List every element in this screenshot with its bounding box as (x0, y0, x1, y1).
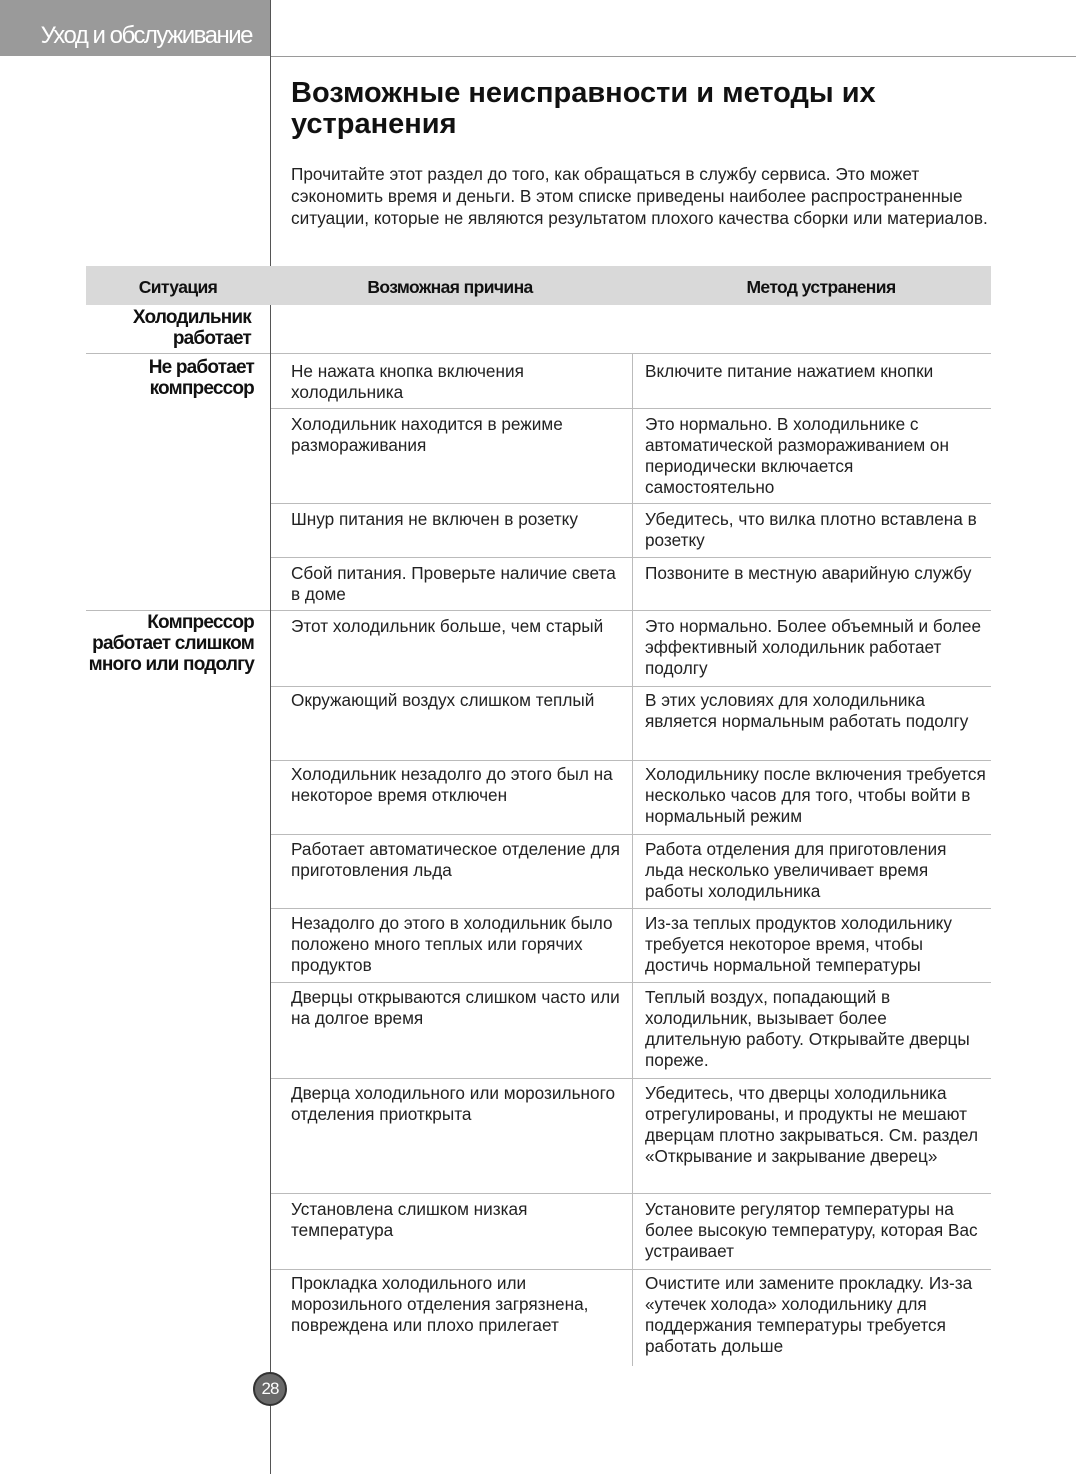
cause-cell: Шнур питания не включен в розетку (291, 509, 578, 529)
method-cell: Теплый воздух, попадающий в холодильник, вызывает более длительную работу. Открывайте дверцы пореже. (645, 987, 970, 1070)
table-header (86, 266, 991, 305)
section-title: Уход и обслуживание (40, 22, 252, 49)
row-divider (271, 686, 991, 687)
page-title: Возможные неисправности и методы их устранения (291, 77, 876, 140)
row-divider (271, 834, 991, 835)
cause-cell: Холодильник незадолго до этого был на некоторое время отключен (291, 764, 613, 805)
method-cell: Убедитесь, что дверцы холодильника отрегулированы, и продукты не мешают дверцам плотно закрываться. См. раздел «Открывание и закрывание дверец» (645, 1083, 979, 1166)
method-cell: Из-за теплых продуктов холодильнику требуется некоторое время, чтобы достичь нормальной температуры (645, 913, 952, 975)
method-cell: Включите питание нажатием кнопки (645, 361, 934, 381)
row-divider (271, 557, 991, 558)
section-tab (0, 0, 270, 56)
cause-cell: Работает автоматическое отделение для приготовления льда (291, 839, 620, 880)
cause-cell: Этот холодильник больше, чем старый (291, 616, 604, 636)
cause-cell: Холодильник находится в режиме размораживания (291, 414, 563, 455)
method-cell: Холодильнику после включения требуется несколько часов для того, чтобы войти в нормальный режим (645, 764, 986, 826)
row-divider (271, 503, 991, 504)
row-divider (271, 408, 991, 409)
cause-cell: Не нажата кнопка включения холодильника (291, 361, 524, 402)
row-divider (271, 1078, 991, 1079)
page-number: 28 (253, 1372, 287, 1406)
method-cell: Убедитесь, что вилка плотно вставлена в розетку (645, 509, 977, 550)
method-cell: В этих условиях для холодильника является нормальным работать подолгу (645, 690, 969, 731)
method-cell: Это нормально. Более объемный и более эффективный холодильник работает подолгу (645, 616, 982, 678)
cause-cell: Установлена слишком низкая температура (291, 1199, 528, 1240)
row-divider (271, 908, 991, 909)
method-cell: Установите регулятор температуры на более высокую температуру, которая Вас устраивает (645, 1199, 978, 1261)
column-divider (632, 353, 633, 1366)
row-divider (271, 982, 991, 983)
situation-label: Не работает компрессор (148, 357, 254, 399)
intro-paragraph: Прочитайте этот раздел до того, как обращаться в службу сервиса. Это может сэкономить время и деньги. В этом списке приведены наиболее распространенные ситуации, которые не являются результатом плохого качества сборки или материалов. (291, 164, 988, 228)
method-cell: Работа отделения для приготовления льда несколько увеличивает время работы холодильника (645, 839, 947, 901)
header-divider (270, 56, 1076, 57)
situation-label: Компрессор работает слишком много или подолгу (88, 612, 254, 675)
header-cause: Возможная причина (367, 277, 533, 297)
row-divider (271, 610, 991, 611)
cause-cell: Незадолго до этого в холодильник было положено много теплых или горячих продуктов (291, 913, 613, 975)
group-divider (86, 353, 270, 354)
situation-divider (86, 610, 270, 611)
method-cell: Это нормально. В холодильнике с автоматической размораживанием он периодически включается самостоятельно (645, 414, 949, 497)
cause-cell: Дверца холодильного или морозильного отделения приоткрыта (291, 1083, 616, 1124)
header-situation: Ситуация (138, 277, 218, 297)
row-divider (271, 1269, 991, 1270)
cause-cell: Дверцы открываются слишком часто или на долгое время (291, 987, 620, 1028)
method-cell: Позвоните в местную аварийную службу (645, 563, 972, 583)
cause-cell: Окружающий воздух слишком теплый (291, 690, 595, 710)
group-title: Холодильник работает (132, 307, 251, 349)
cause-cell: Сбой питания. Проверьте наличие света в доме (291, 563, 616, 604)
margin-rule (270, 0, 271, 1474)
header-method: Метод устранения (746, 277, 896, 297)
cause-cell: Прокладка холодильного или морозильного отделения загрязнена, повреждена или плохо прилегает (291, 1273, 589, 1335)
method-cell: Очистите или замените прокладку. Из-за «утечек холода» холодильнику для поддержания температуры требуется работать дольше (645, 1273, 973, 1356)
row-divider (271, 760, 991, 761)
row-divider (271, 1193, 991, 1194)
row-divider (271, 353, 991, 354)
